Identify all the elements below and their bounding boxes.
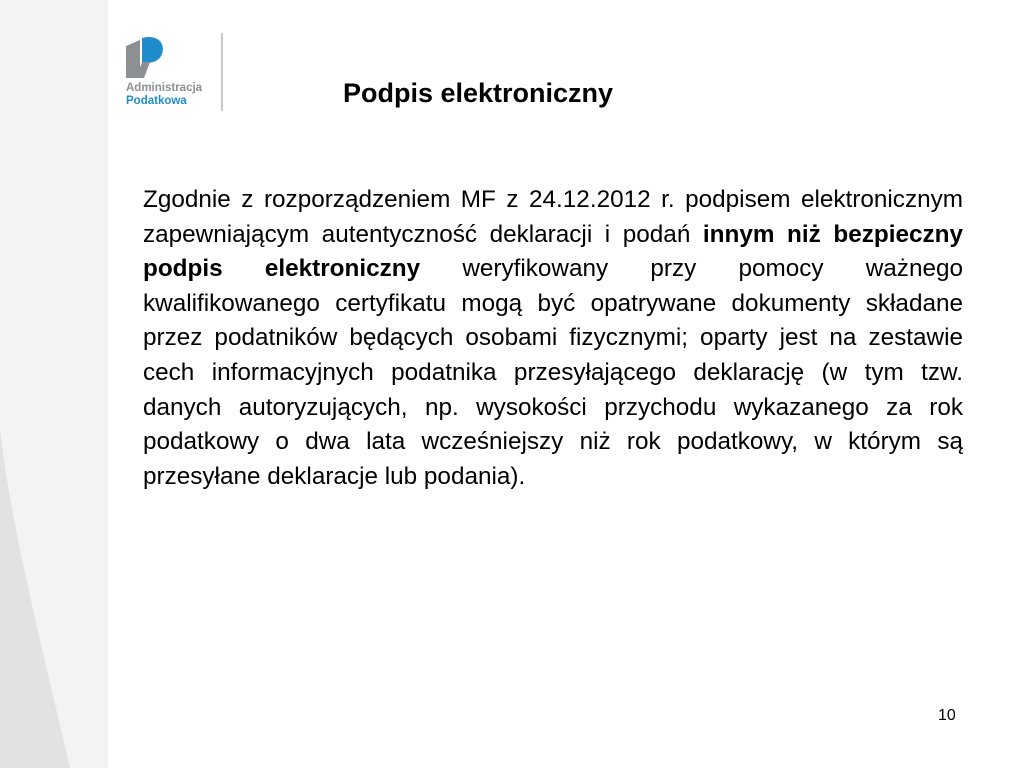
logo-divider [221,33,223,111]
body-text-emphasis: innym niż bezpieczny podpis elektroniczny [143,220,963,283]
logo-wordmark [126,82,202,108]
administracja-podatkowa-logo [122,32,232,117]
decorative-sidebar [0,0,108,768]
body-paragraph [143,183,963,494]
slide-body [143,183,963,494]
logo-text-line2: Podatkowa [126,95,187,107]
body-text-before: Zgodnie z rozporządzeniem MF z 24.12.2012 r. podpisem elektronicznym zapewniającym autentyczność deklaracji i podań [143,186,963,248]
page-number: 10 [938,707,956,724]
logo-emblem-icon [122,32,172,82]
sidebar-swoosh-shape [0,0,108,768]
logo-text-line1: Administracja [126,82,203,94]
slide-title: Podpis elektroniczny [343,78,614,108]
body-text-after: weryfikowany przy pomocy ważnego kwalifikowanego certyfikatu mogą być opatrywane dokumenty składane przez podatników będących osobami fizycznymi; oparty jest na zestawie cech informacyjnych podatnika przesyłającego deklarację (w tym tzw. danych autoryzujących, np. wysokości przychodu wykazanego za rok podatkowy o dwa lata wcześniejszy niż rok podatkowy, w którym są przesyłane deklaracje lub podania). [143,255,963,490]
